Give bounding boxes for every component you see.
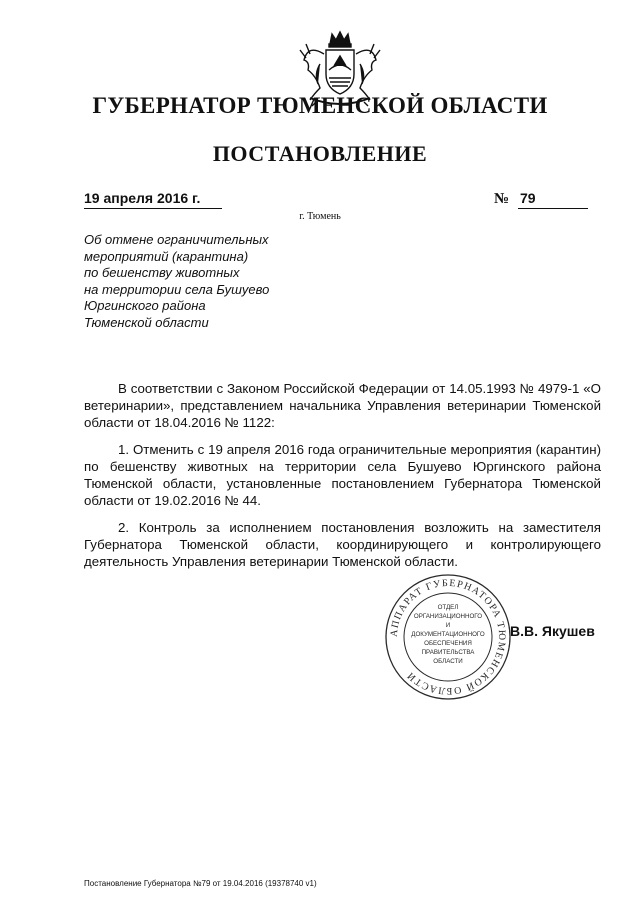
document-type-title: ПОСТАНОВЛЕНИЕ [212, 141, 428, 166]
number-sign: № [494, 191, 510, 207]
document-body [84, 380, 601, 580]
seal-center-line: ОТДЕЛ [437, 604, 459, 611]
subject-line: Юргинского района [84, 298, 206, 313]
seal-center-line: И [445, 622, 451, 629]
seal-center-line: ОБЛАСТИ [433, 658, 463, 665]
document-subject [84, 232, 324, 331]
seal-ring-text: АППАРАТ ГУБЕРНАТОРА ТЮМЕНСКОЙ ОБЛАСТИ [388, 577, 508, 697]
subject-line: по бешенству животных [84, 265, 240, 280]
document-footer: Постановление Губернатора №79 от 19.04.2016 (19378740 v1) [84, 879, 317, 888]
document-number: 79 [518, 190, 588, 209]
preamble-paragraph: В соответствии с Законом Российской Федерации от 14.05.1993 № 4979-1 «О ветеринарии», представлением начальника Управления ветеринарии Тюменской области от 18.04.2016 № 1122: [84, 381, 601, 430]
document-date: 19 апреля 2016 г. [84, 190, 222, 209]
signer-name: В.В. Якушев [510, 623, 595, 639]
issuing-authority: ГУБЕРНАТОР ТЮМЕНСКОЙ ОБЛАСТИ [92, 93, 548, 118]
seal-center-line: ОРГАНИЗАЦИОННОГО [413, 613, 483, 620]
seal-center-line: ДОКУМЕНТАЦИОННОГО [411, 631, 485, 638]
clause-paragraph: 2. Контроль за исполнением постановления возложить на заместителя Губернатора Тюменской области, координирующего и контролирующего деятельность Управления ветеринарии Тюменской области. [84, 520, 601, 569]
subject-line: Об отмене ограничительных [84, 232, 269, 247]
seal-center-line: ПРАВИТЕЛЬСТВА [421, 649, 475, 656]
official-seal-icon [384, 573, 512, 701]
issue-city: г. Тюмень [299, 211, 341, 222]
subject-line: Тюменской области [84, 314, 209, 330]
seal-center-line: ОБЕСПЕЧЕНИЯ [424, 640, 472, 647]
subject-line: на территории села Бушуево [84, 281, 270, 297]
clause-paragraph: 1. Отменить с 19 апреля 2016 года ограничительные мероприятия (карантин) по бешенству животных на территории села Бушуево Юргинского района Тюменской области, установленные постановлением Губернатора Тюменской области от 19.02.2016 № 44. [84, 442, 601, 508]
subject-line: мероприятий (карантина) [84, 248, 249, 264]
